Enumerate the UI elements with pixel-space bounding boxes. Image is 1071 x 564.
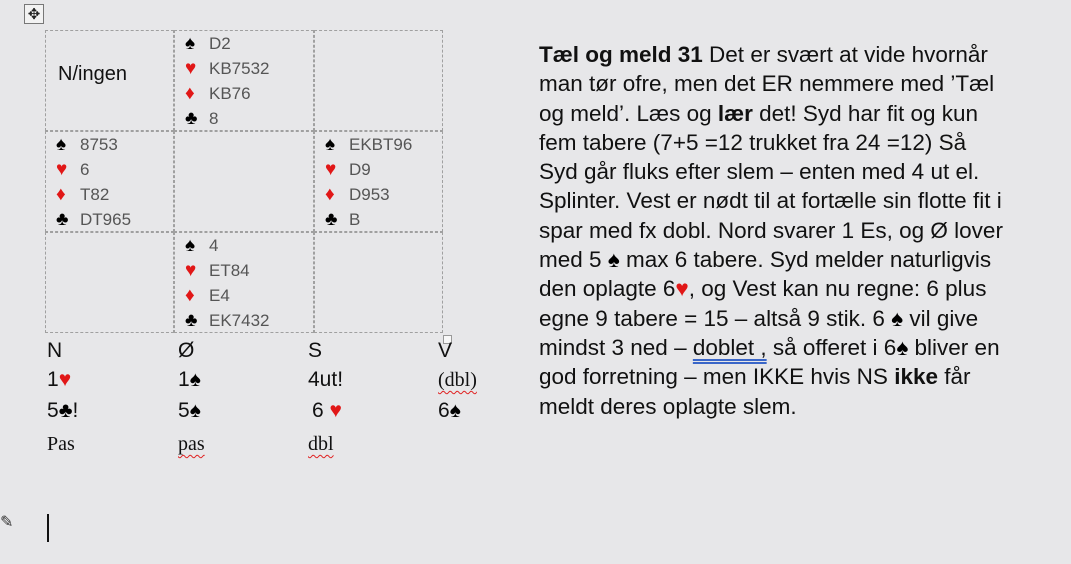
north-diamonds: KB76 (209, 84, 251, 103)
spade-icon: ♠ (891, 305, 904, 331)
article-text: Tæl og meld 31 Det er svært at vide hvornår man tør ofre, men det ER nemmere med ’Tæl og meld’. Læs og lær det! Syd har fit og kun fem tabere (7+5 =12 trukket fra 24 =12) Så Syd går fluks efter slem – enten med 4 ut el. Splinter. Vest er nødt til at fortælle sin flotte fit i spar med fx dobl. Nord svarer 1 Es, og Ø lover med 5 ♠ max 6 tabere. Syd melder naturligvis den oplagte 6♥, og Vest kan nu regne: 6 plus egne 9 tabere = 15 – altså 9 stik. 6 ♠ vil give mindst 3 ned – doblet , så offeret i 6♠ bliver en god forretning – men IKKE hvis NS ikke får meldt deres oplagte slem. (539, 42, 1003, 419)
bid-north-2: 5♣! (47, 399, 79, 422)
spade-icon: ♠ (185, 33, 196, 54)
south-hand (185, 233, 270, 333)
bid-west-2: 6♠ (438, 399, 461, 422)
cell-east-hand (314, 131, 443, 232)
heart-icon: ♥ (325, 159, 337, 180)
bid-south-1: 4ut! (308, 368, 344, 391)
cell-south-hand (174, 232, 314, 333)
diamond-icon: ♦ (185, 285, 195, 306)
club-icon: ♣ (325, 209, 338, 230)
bidding-row (47, 429, 517, 459)
bid-east-3: pas (178, 433, 205, 455)
cell-empty-top-right (314, 30, 443, 131)
grammar-flagged-word[interactable]: doblet , (692, 334, 767, 360)
bid-west-1: (dbl) (438, 369, 477, 391)
cell-center (174, 131, 314, 232)
east-diamonds: D953 (349, 185, 390, 204)
bidding-header-north: N (47, 339, 63, 362)
cell-north-hand (174, 30, 314, 131)
east-spades: EKBT96 (349, 135, 413, 154)
south-spades: 4 (209, 236, 219, 255)
table-move-handle-icon[interactable]: ✥ (24, 4, 44, 24)
bidding-header-west: V (438, 339, 453, 362)
text-cursor[interactable] (47, 514, 49, 542)
club-icon: ♣ (185, 108, 198, 129)
bidding-header-south: S (308, 339, 323, 362)
bidding-header-row (47, 336, 517, 366)
cell-empty-bottom-left (45, 232, 174, 333)
north-hearts: KB7532 (209, 59, 270, 78)
cell-empty-bottom-right (314, 232, 443, 333)
pen-icon: ✎ (0, 514, 14, 531)
west-spades: 8753 (80, 135, 118, 154)
vulnerability-label: N/ingen (58, 63, 127, 85)
bidding-row (47, 365, 517, 395)
west-diamonds: T82 (80, 185, 110, 204)
west-clubs: DT965 (80, 210, 132, 229)
south-hearts: ET84 (209, 261, 250, 280)
west-hearts: 6 (80, 160, 90, 179)
bidding-row (47, 396, 517, 426)
bidding-header-east: Ø (178, 339, 195, 362)
north-clubs: 8 (209, 109, 219, 128)
heart-icon: ♥ (185, 58, 197, 79)
diamond-icon: ♦ (56, 184, 66, 205)
north-spades: D2 (209, 34, 231, 53)
heart-icon: ♥ (675, 276, 689, 302)
bid-north-1: 1♥ (47, 368, 72, 391)
north-hand (185, 31, 270, 131)
bid-east-2: 5♠ (178, 399, 201, 422)
east-hearts: D9 (349, 160, 371, 179)
east-clubs: B (349, 210, 361, 229)
bid-north-3: Pas (47, 433, 75, 455)
west-hand (56, 132, 131, 232)
spade-icon: ♠ (896, 334, 909, 360)
east-hand (325, 132, 412, 232)
south-diamonds: E4 (209, 286, 230, 305)
spade-icon: ♠ (185, 235, 196, 256)
bid-south-2: 6 ♥ (312, 399, 342, 422)
bid-east-1: 1♠ (178, 368, 201, 391)
south-clubs: EK7432 (209, 311, 270, 330)
diamond-icon: ♦ (325, 184, 335, 205)
spade-icon: ♠ (607, 247, 620, 273)
heart-icon: ♥ (56, 159, 68, 180)
heart-icon: ♥ (185, 260, 197, 281)
deal-diagram (45, 30, 443, 333)
club-icon: ♣ (185, 310, 198, 331)
article-title: Tæl og meld 31 (539, 42, 703, 67)
cell-west-hand (45, 131, 174, 232)
bidding-sequence (47, 336, 517, 466)
club-icon: ♣ (56, 209, 69, 230)
spade-icon: ♠ (56, 134, 67, 155)
bid-south-3: dbl (308, 433, 334, 455)
cell-vulnerability (45, 30, 174, 131)
diamond-icon: ♦ (185, 83, 195, 104)
spade-icon: ♠ (325, 134, 336, 155)
